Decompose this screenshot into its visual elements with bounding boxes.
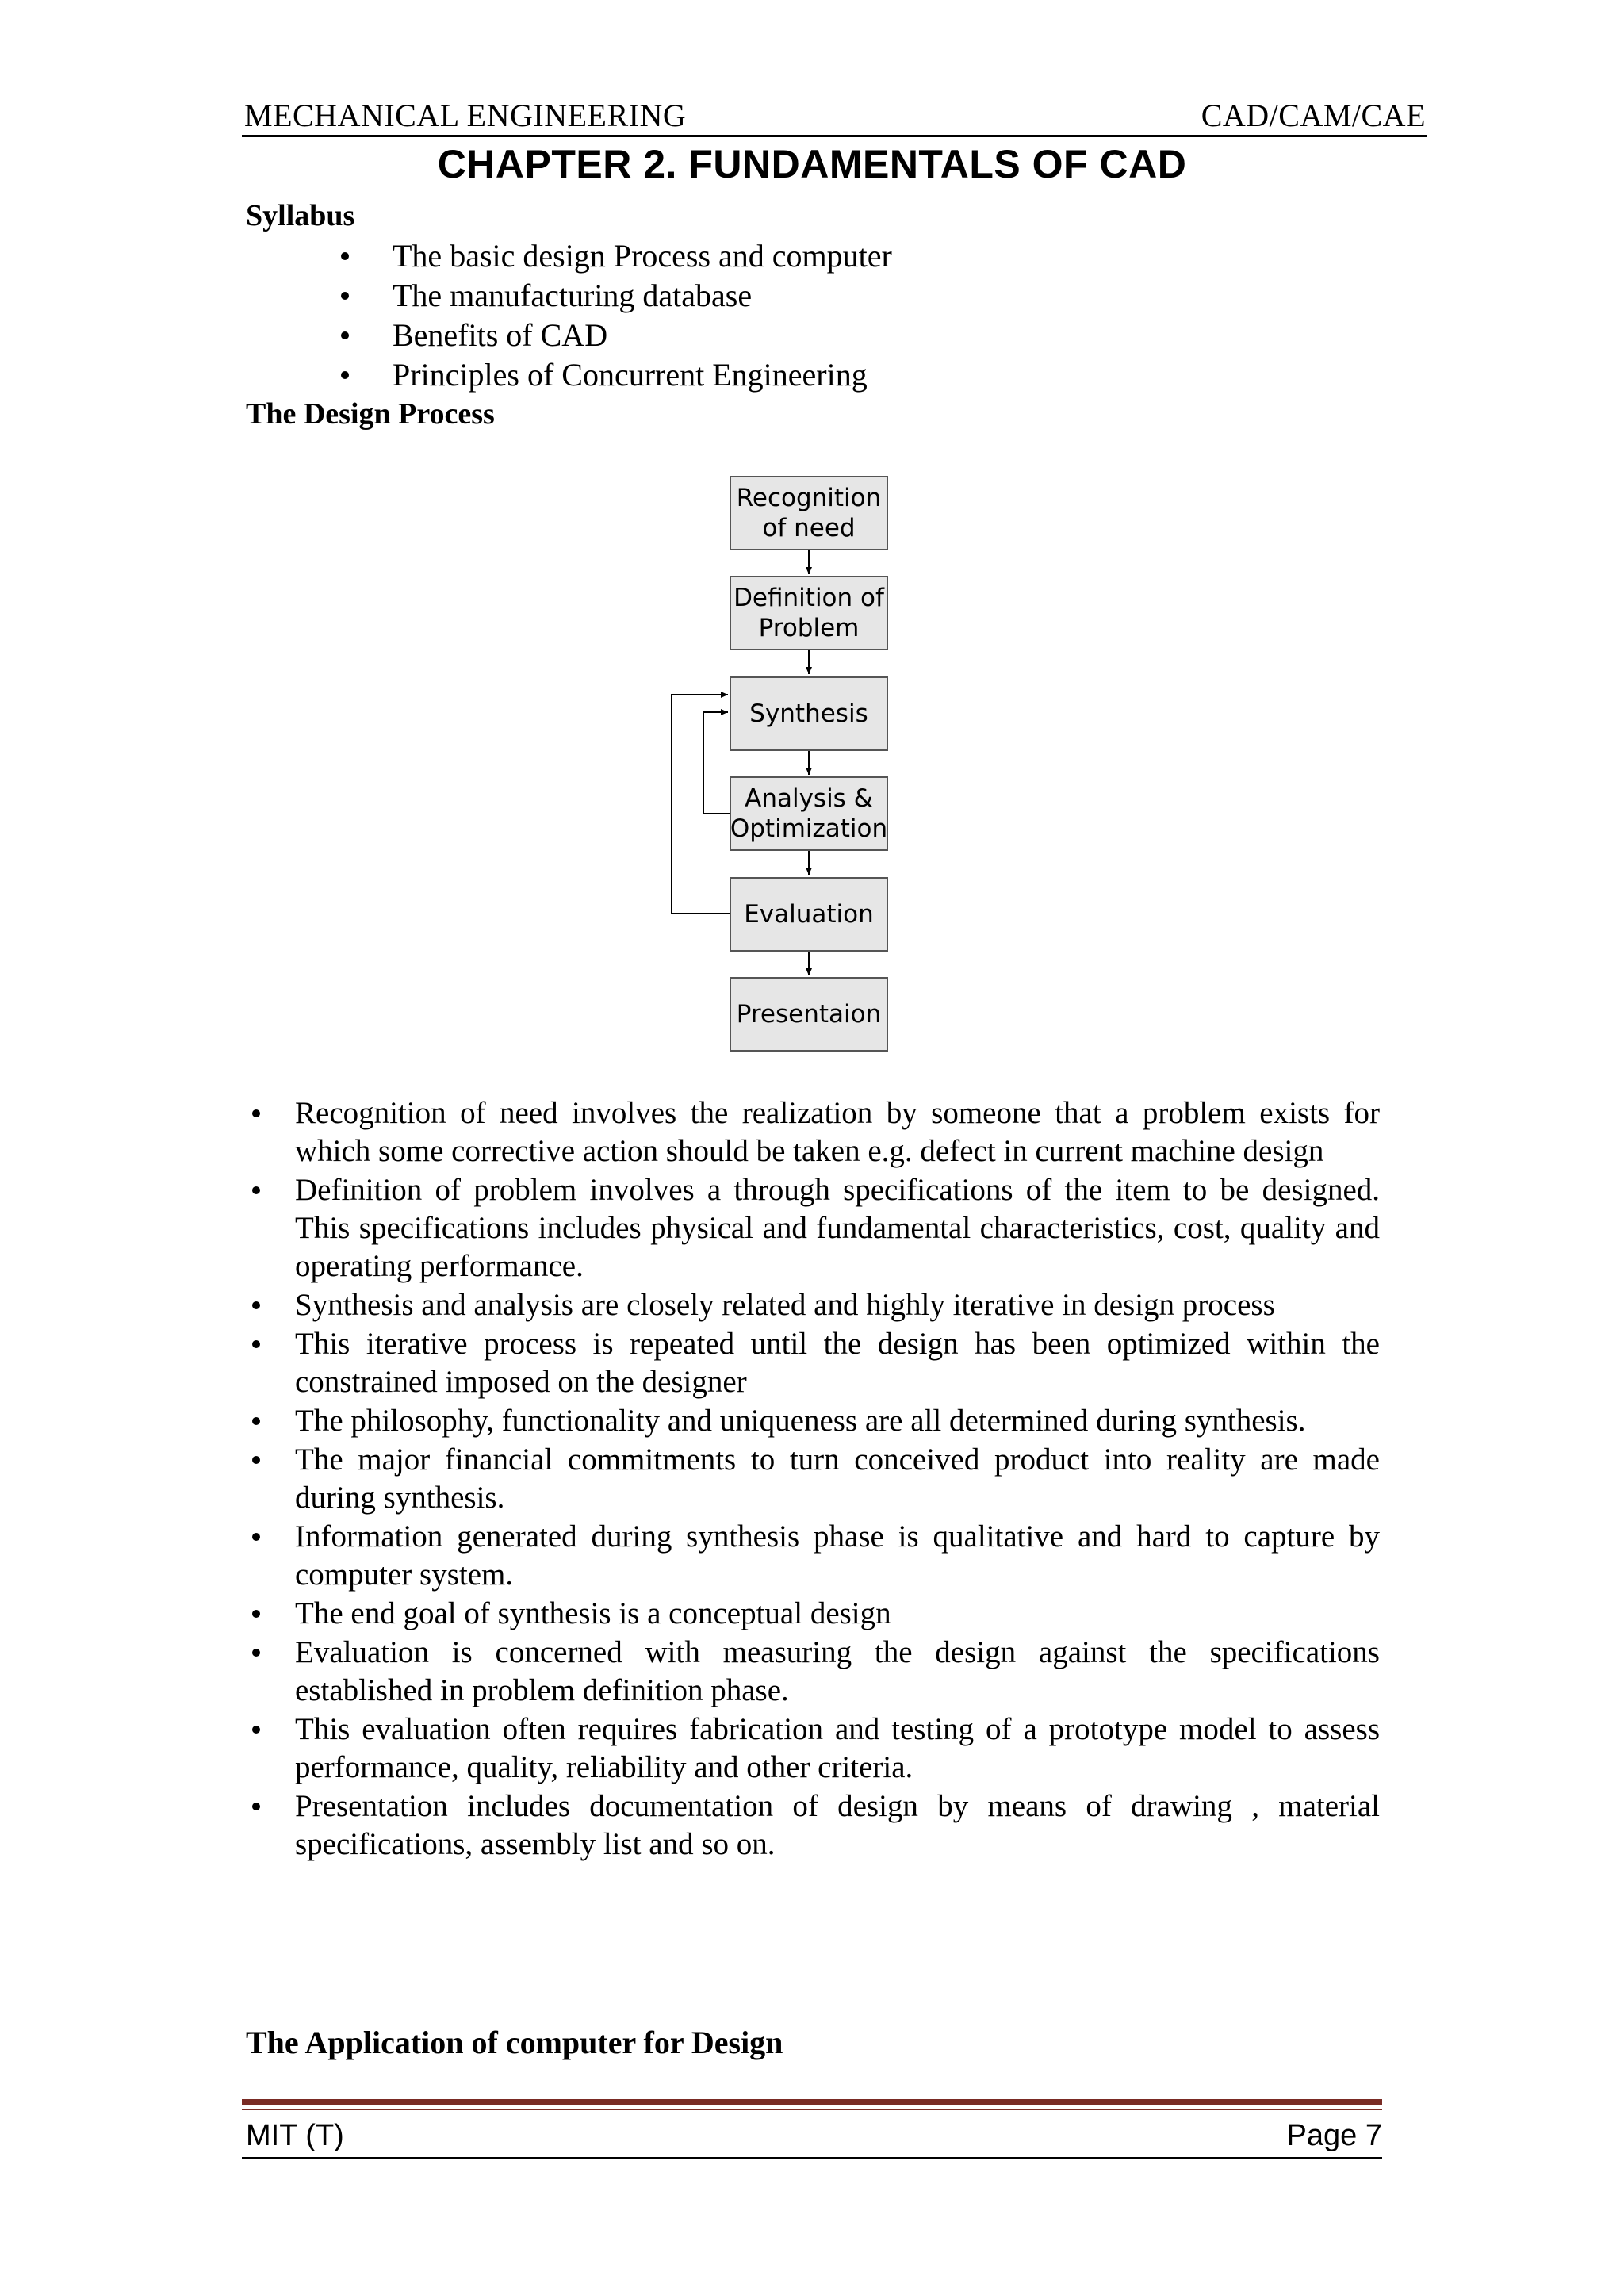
list-item: The philosophy, functionality and uniqueness are all determined during synthesis. bbox=[246, 1402, 1380, 1440]
design-process-heading: The Design Process bbox=[246, 397, 495, 431]
flow-node-definition: Definition of Problem bbox=[730, 576, 888, 650]
list-item: This evaluation often requires fabrication and testing of a prototype model to assess performance, quality, reliability and other criteria. bbox=[246, 1711, 1380, 1787]
list-item: Information generated during synthesis phase is qualitative and hard to capture by computer system. bbox=[246, 1518, 1380, 1594]
list-item: Evaluation is concerned with measuring the design against the specifications established in problem definition phase. bbox=[246, 1634, 1380, 1710]
design-points-list bbox=[246, 1094, 1380, 1864]
page-number: Page 7 bbox=[1286, 2119, 1382, 2152]
flow-node-evaluation: Evaluation bbox=[730, 877, 888, 952]
syllabus-item: Benefits of CAD bbox=[341, 316, 892, 355]
application-heading: The Application of computer for Design bbox=[246, 2025, 783, 2060]
footer-institution: MIT (T) bbox=[246, 2119, 344, 2152]
footer-rule-thick bbox=[242, 2099, 1382, 2105]
feedback-loop-evaluation bbox=[672, 695, 730, 914]
syllabus-heading: Syllabus bbox=[246, 199, 355, 232]
flow-node-recognition: Recognition of need bbox=[730, 476, 888, 550]
header-course: CAD/CAM/CAE bbox=[1201, 98, 1426, 133]
syllabus-item: Principles of Concurrent Engineering bbox=[341, 355, 892, 395]
list-item: The major financial commitments to turn conceived product into reality are made during synthesis. bbox=[246, 1441, 1380, 1517]
syllabus-item: The manufacturing database bbox=[341, 276, 892, 316]
footer-rule-thin bbox=[242, 2109, 1382, 2110]
flow-node-analysis: Analysis & Optimization bbox=[730, 776, 888, 851]
list-item: The end goal of synthesis is a conceptual design bbox=[246, 1595, 1380, 1633]
header-rule bbox=[242, 135, 1427, 137]
flow-node-synthesis: Synthesis bbox=[730, 676, 888, 751]
syllabus-list bbox=[341, 236, 892, 395]
flow-node-presentation: Presentaion bbox=[730, 977, 888, 1052]
feedback-loop-analysis bbox=[703, 712, 730, 814]
list-item: Definition of problem involves a through specifications of the item to be designed. This specifications includes physical and fundamental characteristics, cost, quality and operating performance. bbox=[246, 1171, 1380, 1285]
list-item: Recognition of need involves the realization by someone that a problem exists for which some corrective action should be taken e.g. defect in current machine design bbox=[246, 1094, 1380, 1170]
syllabus-item: The basic design Process and computer bbox=[341, 236, 892, 276]
chapter-title: CHAPTER 2. FUNDAMENTALS OF CAD bbox=[437, 142, 1187, 186]
list-item: This iterative process is repeated until the design has been optimized within the constrained imposed on the designer bbox=[246, 1325, 1380, 1401]
footer-rule-bottom bbox=[242, 2157, 1382, 2159]
list-item: Presentation includes documentation of design by means of drawing , material specifications, assembly list and so on. bbox=[246, 1787, 1380, 1864]
header-subject: MECHANICAL ENGINEERING bbox=[244, 98, 687, 133]
list-item: Synthesis and analysis are closely related and highly iterative in design process bbox=[246, 1286, 1380, 1324]
